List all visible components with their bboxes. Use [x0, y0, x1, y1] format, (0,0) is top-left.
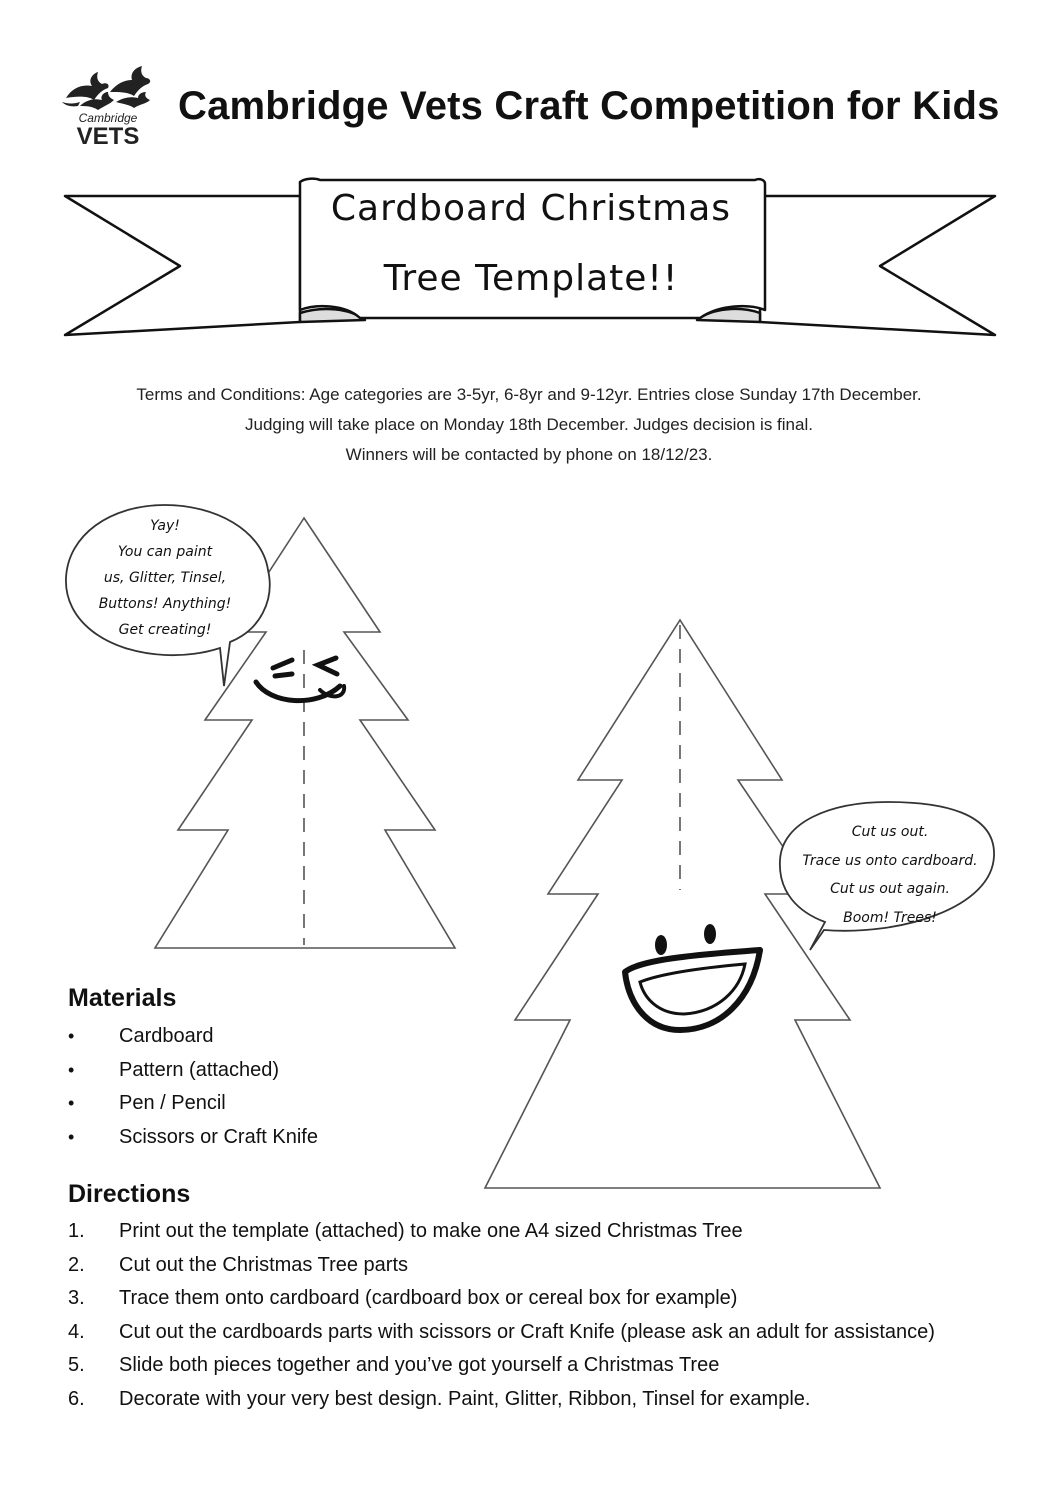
- bubble-right-line: Cut us out.: [851, 824, 929, 840]
- list-item: [68, 1220, 968, 1243]
- step-text: Slide both pieces together and you’ve got yourself a Christmas Tree: [119, 1354, 720, 1376]
- banner-title-line-2: Tree Template!!: [383, 258, 679, 299]
- list-item: [68, 1057, 668, 1091]
- step-number: 6.: [68, 1387, 85, 1410]
- list-item: [68, 1321, 968, 1344]
- step-number: 3.: [68, 1287, 85, 1309]
- step-text: Decorate with your very best design. Paint, Glitter, Ribbon, Tinsel for example.: [119, 1387, 811, 1410]
- material-text: Pen / Pencil: [119, 1092, 226, 1114]
- list-item: [68, 1287, 968, 1310]
- laughing-face-icon: [256, 658, 344, 701]
- bubble-left-line: us, Glitter, Tinsel,: [103, 570, 227, 586]
- directions-list: [68, 1220, 968, 1421]
- list-item: [68, 1254, 968, 1277]
- terms-line-2: Judging will take place on Monday 18th December. Judges decision is final.: [245, 415, 813, 434]
- step-number: 1.: [68, 1220, 85, 1242]
- leaping-animals-logo-icon: [58, 62, 158, 148]
- speech-bubble-left-text: [75, 513, 255, 643]
- step-text: Trace them onto cardboard (cardboard box or cereal box for example): [119, 1287, 738, 1309]
- materials-heading: Materials: [68, 984, 177, 1012]
- bubble-left-line: Yay!: [150, 518, 180, 534]
- bullet: •: [68, 1059, 75, 1080]
- logo-text-top: Cambridge: [78, 111, 138, 125]
- step-number: 5.: [68, 1354, 85, 1376]
- bubble-right-line: Cut us out again.: [830, 881, 950, 897]
- bullet: •: [68, 1026, 75, 1046]
- list-item: [68, 1388, 968, 1411]
- material-text: Pattern (attached): [119, 1058, 280, 1081]
- banner-title-line-1: Cardboard Christmas: [330, 188, 732, 229]
- step-text: Cut out the Christmas Tree parts: [119, 1253, 409, 1276]
- material-text: Scissors or Craft Knife: [119, 1125, 318, 1148]
- step-text: Cut out the cardboards parts with scissors or Craft Knife (please ask an adult for assistance): [119, 1320, 935, 1343]
- list-item: [68, 1124, 668, 1158]
- terms-line-3: Winners will be contacted by phone on 18/12/23.: [345, 445, 713, 464]
- bubble-right-line: Trace us onto cardboard.: [802, 852, 978, 869]
- bubble-left-line: Get creating!: [118, 622, 212, 638]
- bullet: •: [68, 1093, 75, 1113]
- material-text: Cardboard: [119, 1025, 214, 1047]
- bubble-right-line: Boom! Trees!: [843, 909, 937, 926]
- step-number: 2.: [68, 1253, 85, 1276]
- bullet: •: [68, 1126, 75, 1147]
- step-number: 4.: [68, 1320, 85, 1343]
- bubble-left-line: Buttons! Anything!: [98, 596, 232, 612]
- logo-text-bottom: VETS: [76, 123, 140, 148]
- bubble-left-line: You can paint: [117, 544, 213, 560]
- step-text: Print out the template (attached) to make one A4 sized Christmas Tree: [119, 1220, 743, 1242]
- list-item: [68, 1090, 668, 1124]
- speech-bubble-right-text: [780, 818, 1000, 932]
- page-title: Cambridge Vets Craft Competition for Kids: [178, 84, 1000, 128]
- directions-heading: Directions: [68, 1180, 191, 1208]
- terms-and-conditions: [40, 380, 1018, 470]
- terms-line-1: Terms and Conditions: Age categories are 3-5yr, 6-8yr and 9-12yr. Entries close Sunday 17th December.: [136, 385, 922, 404]
- materials-list: [68, 1023, 668, 1157]
- list-item: [68, 1023, 668, 1057]
- list-item: [68, 1354, 968, 1377]
- smiling-face-icon: [625, 924, 760, 1030]
